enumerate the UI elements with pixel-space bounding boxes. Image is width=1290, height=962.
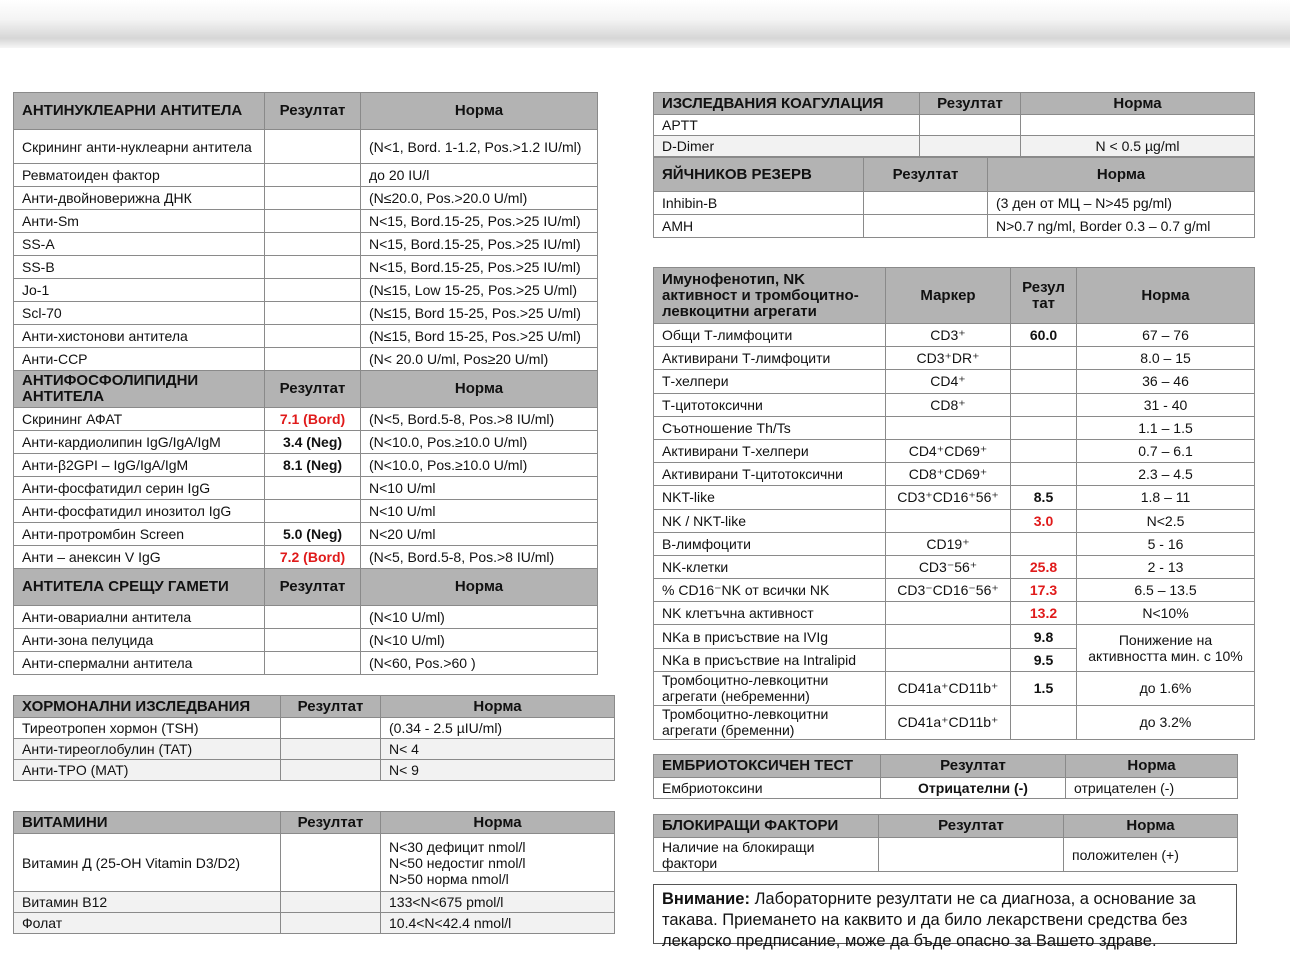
table-row [14, 500, 598, 523]
test-name: Анти-фосфатидил серин IgG [14, 477, 265, 500]
norm-header: Норма [361, 569, 598, 606]
table-row [14, 913, 615, 934]
norm-header: Норма [381, 812, 615, 834]
test-name: Т-цитотоксични [654, 393, 886, 416]
warning-label: Внимание: [662, 890, 750, 908]
result-value: 5.0 (Neg) [265, 523, 361, 546]
test-name: Анти-овариални антитела [14, 606, 265, 629]
result-value: 3.4 (Neg) [265, 431, 361, 454]
table-row [654, 671, 1255, 705]
warning-text: Лабораторните резултати не са диагноза, а основание за такава. Приемането на каквито и да било лекарствени средства без лекарско предписание, може да бъде опасно за Вашето здраве. [662, 890, 1196, 950]
table-row [14, 348, 598, 371]
result-header: Резултат [879, 815, 1064, 838]
test-name: Активирани Т-хелпери [654, 439, 886, 462]
norm-value: 6.5 – 13.5 [1077, 579, 1255, 602]
antinuclear-antibodies-table [13, 92, 598, 675]
norm-value: (N<10.0, Pos.≥10.0 U/ml) [361, 454, 598, 477]
section-title: АНТИТЕЛА СРЕЩУ ГАМЕТИ [14, 569, 265, 606]
test-name: Тромбоцитно-левкоцитни агрегати (небременни) [654, 671, 886, 705]
table-row [14, 210, 598, 233]
norm-header: Норма [361, 371, 598, 408]
test-name: NK клетъчна активност [654, 602, 886, 625]
table-row [654, 393, 1255, 416]
table-row [654, 486, 1255, 509]
result-value [1011, 416, 1077, 439]
test-name: Фолат [14, 913, 281, 934]
test-name: Анти-протромбин Screen [14, 523, 265, 546]
norm-value: (N<10 U/ml) [361, 629, 598, 652]
result-value: 9.5 [1011, 648, 1077, 671]
marker-value [886, 648, 1011, 671]
table-row [654, 532, 1255, 555]
marker-value: CD3⁻CD16⁻56⁺ [886, 579, 1011, 602]
result-value [265, 325, 361, 348]
table-row [14, 233, 598, 256]
norm-value: (N< 20.0 U/ml, Pos≥20 U/ml) [361, 348, 598, 371]
table-row [14, 164, 598, 187]
norm-value [1021, 115, 1255, 136]
result-value [920, 136, 1021, 157]
table-row [654, 136, 1255, 157]
table-row [654, 370, 1255, 393]
norm-value: N<10 U/ml [361, 477, 598, 500]
norm-value: (N<1, Bord. 1-1.2, Pos.>1.2 IU/ml) [361, 130, 598, 164]
norm-value: N<10% [1077, 602, 1255, 625]
section-header-row [14, 93, 598, 130]
immunophenotype-table [653, 267, 1255, 740]
test-name: SS-B [14, 256, 265, 279]
result-value [1011, 370, 1077, 393]
result-value [265, 130, 361, 164]
norm-value: 67 – 76 [1077, 324, 1255, 347]
result-value [265, 348, 361, 371]
norm-value: 5 - 16 [1077, 532, 1255, 555]
result-value [265, 477, 361, 500]
test-name: Тромбоцитно-левкоцитни агрегати (бременни) [654, 705, 886, 739]
test-name: D-Dimer [654, 136, 920, 157]
section-header-row [654, 93, 1255, 115]
test-name: NKT-like [654, 486, 886, 509]
norm-value: (N<10 U/ml) [361, 606, 598, 629]
section-header-row [14, 569, 598, 606]
result-header: Резултат [281, 812, 381, 834]
norm-value: (N≤15, Bord 15-25, Pos.>25 U/ml) [361, 325, 598, 348]
table-row [14, 408, 598, 431]
test-name: B-лимфоцити [654, 532, 886, 555]
result-value [1011, 347, 1077, 370]
section-title: БЛОКИРАЩИ ФАКТОРИ [654, 815, 879, 838]
test-name: Анти-зона пелуцида [14, 629, 265, 652]
embryotoxic-test-table [653, 754, 1238, 799]
norm-value: (N≤15, Bord 15-25, Pos.>25 U/ml) [361, 302, 598, 325]
result-value: Отрицателни (-) [881, 778, 1066, 799]
norm-value: N<30 дефицит nmol/l N<50 недостиг nmol/l N>50 норма nmol/l [381, 834, 615, 892]
norm-value: N<20 U/ml [361, 523, 598, 546]
vitamins-table [13, 811, 615, 934]
test-name: Jo-1 [14, 279, 265, 302]
table-row [14, 302, 598, 325]
section-title: АНТИНУКЛЕАРНИ АНТИТЕЛА [14, 93, 265, 130]
test-name: Тиреотропен хормон (TSH) [14, 718, 281, 739]
section-header-row [654, 268, 1255, 324]
table-row [654, 579, 1255, 602]
test-name: Анти-спермални антитела [14, 652, 265, 675]
marker-value: CD41a⁺CD11b⁺ [886, 705, 1011, 739]
test-name: Общи Т-лимфоцити [654, 324, 886, 347]
table-row [14, 652, 598, 675]
table-row [654, 347, 1255, 370]
section-title: ВИТАМИНИ [14, 812, 281, 834]
norm-header: Норма [361, 93, 598, 130]
marker-value: CD3⁻56⁺ [886, 555, 1011, 578]
table-row [14, 454, 598, 477]
section-title: ХОРМОНАЛНИ ИЗСЛЕДВАНИЯ [14, 696, 281, 718]
test-name: Scl-70 [14, 302, 265, 325]
table-row [14, 629, 598, 652]
result-value [1011, 705, 1077, 739]
table-row [654, 838, 1238, 872]
result-value [265, 210, 361, 233]
test-name: Т-хелпери [654, 370, 886, 393]
norm-value: 1.8 – 11 [1077, 486, 1255, 509]
marker-value: CD3⁺CD16⁺56⁺ [886, 486, 1011, 509]
table-row [654, 463, 1255, 486]
norm-value: N<15, Bord.15-25, Pos.>25 IU/ml) [361, 210, 598, 233]
table-row [14, 256, 598, 279]
norm-value: N<15, Bord.15-25, Pos.>25 IU/ml) [361, 256, 598, 279]
result-value [864, 215, 988, 238]
result-header: Резултат [881, 755, 1066, 778]
norm-value: (0.34 - 2.5 µIU/ml) [381, 718, 615, 739]
marker-value [886, 416, 1011, 439]
marker-value [886, 509, 1011, 532]
marker-value: CD4⁺CD69⁺ [886, 439, 1011, 462]
section-header-row [654, 815, 1238, 838]
result-value [265, 652, 361, 675]
norm-value: N>0.7 ng/ml, Border 0.3 – 0.7 g/ml [988, 215, 1255, 238]
section-title: Имунофенотип, NK активност и тромбоцитно-левкоцитни агрегати [654, 268, 886, 324]
norm-value: до 20 IU/l [361, 164, 598, 187]
result-value: 3.0 [1011, 509, 1077, 532]
test-name: SS-A [14, 233, 265, 256]
norm-value: N< 9 [381, 760, 615, 781]
test-name: APTT [654, 115, 920, 136]
result-header: Резултат [265, 93, 361, 130]
norm-value: (N<5, Bord.5-8, Pos.>8 IU/ml) [361, 408, 598, 431]
test-name: AMH [654, 215, 864, 238]
table-row [654, 509, 1255, 532]
norm-value: 8.0 – 15 [1077, 347, 1255, 370]
result-value: 25.8 [1011, 555, 1077, 578]
table-row [14, 187, 598, 210]
section-title: АНТИФОСФОЛИПИДНИ АНТИТЕЛА [14, 371, 265, 408]
test-name: NKa в присъствие на IVIg [654, 625, 886, 648]
result-value [1011, 439, 1077, 462]
test-name: Активирани Т-цитотоксични [654, 463, 886, 486]
table-row [14, 892, 615, 913]
marker-value: CD3⁺DR⁺ [886, 347, 1011, 370]
test-name: Наличие на блокиращи фактори [654, 838, 879, 872]
result-value [281, 718, 381, 739]
norm-header: Норма [988, 158, 1255, 192]
test-name: Витамин B12 [14, 892, 281, 913]
result-value: 7.2 (Bord) [265, 546, 361, 569]
test-name: Анти-β2GPI – IgG/IgA/IgM [14, 454, 265, 477]
result-value: 60.0 [1011, 324, 1077, 347]
table-row [14, 523, 598, 546]
result-value [265, 629, 361, 652]
norm-value: N < 0.5 µg/ml [1021, 136, 1255, 157]
norm-header: Норма [1077, 268, 1255, 324]
result-value [265, 606, 361, 629]
test-name: NK-клетки [654, 555, 886, 578]
result-value [1011, 463, 1077, 486]
result-value: 1.5 [1011, 671, 1077, 705]
marker-value [886, 625, 1011, 648]
norm-value: (3 ден от МЦ – N>45 pg/ml) [988, 192, 1255, 215]
norm-value: N<15, Bord.15-25, Pos.>25 IU/ml) [361, 233, 598, 256]
result-value [281, 739, 381, 760]
result-header: Резултат [265, 371, 361, 408]
norm-value: N<2.5 [1077, 509, 1255, 532]
norm-header: Норма [1066, 755, 1238, 778]
test-name: Витамин Д (25-OH Vitamin D3/D2) [14, 834, 281, 892]
table-row [654, 215, 1255, 238]
result-value [265, 256, 361, 279]
table-row [654, 625, 1255, 648]
table-row [654, 416, 1255, 439]
marker-value: CD8⁺ [886, 393, 1011, 416]
norm-value: (N<60, Pos.>60 ) [361, 652, 598, 675]
table-row [14, 325, 598, 348]
norm-value: до 1.6% [1077, 671, 1255, 705]
result-value: 9.8 [1011, 625, 1077, 648]
result-value [281, 913, 381, 934]
top-bar [0, 0, 1290, 48]
marker-value: CD3⁺ [886, 324, 1011, 347]
table-row [654, 324, 1255, 347]
test-name: Ревматоиден фактор [14, 164, 265, 187]
table-row [14, 431, 598, 454]
result-header: Резултат [920, 93, 1021, 115]
norm-value: (N<10.0, Pos.≥10.0 U/ml) [361, 431, 598, 454]
result-value [265, 302, 361, 325]
norm-value: до 3.2% [1077, 705, 1255, 739]
marker-header: Маркер [886, 268, 1011, 324]
marker-value [886, 602, 1011, 625]
section-header-row [14, 371, 598, 408]
result-value [920, 115, 1021, 136]
table-row [14, 546, 598, 569]
norm-value: 10.4<N<42.4 nmol/l [381, 913, 615, 934]
result-value: 8.5 [1011, 486, 1077, 509]
result-value [265, 500, 361, 523]
result-value [1011, 532, 1077, 555]
norm-value: положителен (+) [1064, 838, 1238, 872]
norm-value: (N≤15, Low 15-25, Pos.>25 U/ml) [361, 279, 598, 302]
test-name: Анти-хистонови антитела [14, 325, 265, 348]
test-name: Анти-тиреоглобулин (TAT) [14, 739, 281, 760]
table-row [654, 602, 1255, 625]
table-row [14, 739, 615, 760]
hormones-table [13, 695, 615, 781]
result-header: Резул тат [1011, 268, 1077, 324]
section-header-row [654, 158, 1255, 192]
norm-value: 133<N<675 pmol/l [381, 892, 615, 913]
norm-value: N<10 U/ml [361, 500, 598, 523]
table-row [14, 834, 615, 892]
result-value: 7.1 (Bord) [265, 408, 361, 431]
test-name: Анти – анексин V IgG [14, 546, 265, 569]
test-name: Inhibin-B [654, 192, 864, 215]
table-row [654, 439, 1255, 462]
marker-value: CD4⁺ [886, 370, 1011, 393]
result-value [879, 838, 1064, 872]
norm-value: 0.7 – 6.1 [1077, 439, 1255, 462]
table-row [14, 718, 615, 739]
norm-value: Понижение на активността мин. с 10% [1077, 625, 1255, 671]
table-row [14, 130, 598, 164]
table-row [654, 705, 1255, 739]
test-name: Анти-Sm [14, 210, 265, 233]
test-name: Анти-TPO (MAT) [14, 760, 281, 781]
test-name: Анти-CCP [14, 348, 265, 371]
test-name: Анти-кардиолипин IgG/IgA/IgM [14, 431, 265, 454]
marker-value: CD8⁺CD69⁺ [886, 463, 1011, 486]
norm-value: (N≤20.0, Pos.>20.0 U/ml) [361, 187, 598, 210]
table-row [14, 279, 598, 302]
result-value: 13.2 [1011, 602, 1077, 625]
blocking-factors-table [653, 814, 1238, 872]
table-row [654, 778, 1238, 799]
norm-value: 2.3 – 4.5 [1077, 463, 1255, 486]
norm-value: отрицателен (-) [1066, 778, 1238, 799]
result-value [265, 187, 361, 210]
table-row [654, 555, 1255, 578]
test-name: Анти-фосфатидил инозитол IgG [14, 500, 265, 523]
coagulation-table [653, 92, 1255, 157]
table-row [14, 477, 598, 500]
table-row [14, 760, 615, 781]
table-row [654, 115, 1255, 136]
result-header: Резултат [281, 696, 381, 718]
norm-value: (N<5, Bord.5-8, Pos.>8 IU/ml) [361, 546, 598, 569]
test-name: NKa в присъствие на Intralipid [654, 648, 886, 671]
ovarian-reserve-table [653, 157, 1255, 238]
norm-value: 36 – 46 [1077, 370, 1255, 393]
test-name: Ембриотоксини [654, 778, 881, 799]
norm-header: Норма [381, 696, 615, 718]
result-header: Резултат [864, 158, 988, 192]
norm-value: 1.1 – 1.5 [1077, 416, 1255, 439]
result-value [1011, 393, 1077, 416]
result-value [265, 279, 361, 302]
test-name: Скрининг анти-нуклеарни антитела [14, 130, 265, 164]
section-title: ИЗСЛЕДВАНИЯ КОАГУЛАЦИЯ [654, 93, 920, 115]
test-name: NK / NKT-like [654, 509, 886, 532]
result-value [265, 233, 361, 256]
table-row [654, 192, 1255, 215]
section-title: ЯЙЧНИКОВ РЕЗЕРВ [654, 158, 864, 192]
table-row [14, 606, 598, 629]
result-value [265, 164, 361, 187]
marker-value: CD41a⁺CD11b⁺ [886, 671, 1011, 705]
warning-note [653, 884, 1237, 950]
result-value: 17.3 [1011, 579, 1077, 602]
section-header-row [654, 755, 1238, 778]
test-name: Съотношение Th/Ts [654, 416, 886, 439]
result-value [281, 760, 381, 781]
result-value [281, 834, 381, 892]
norm-value: 31 - 40 [1077, 393, 1255, 416]
result-value [281, 892, 381, 913]
section-header-row [14, 696, 615, 718]
section-title: ЕМБРИОТОКСИЧЕН ТЕСТ [654, 755, 881, 778]
test-name: Анти-двойноверижна ДНК [14, 187, 265, 210]
marker-value: CD19⁺ [886, 532, 1011, 555]
norm-value: N< 4 [381, 739, 615, 760]
result-value [864, 192, 988, 215]
section-header-row [14, 812, 615, 834]
norm-header: Норма [1064, 815, 1238, 838]
norm-header: Норма [1021, 93, 1255, 115]
test-name: % CD16⁻NK от всички NK [654, 579, 886, 602]
test-name: Активирани Т-лимфоцити [654, 347, 886, 370]
result-header: Резултат [265, 569, 361, 606]
result-value: 8.1 (Neg) [265, 454, 361, 477]
norm-value: 2 - 13 [1077, 555, 1255, 578]
test-name: Скрининг АФАТ [14, 408, 265, 431]
